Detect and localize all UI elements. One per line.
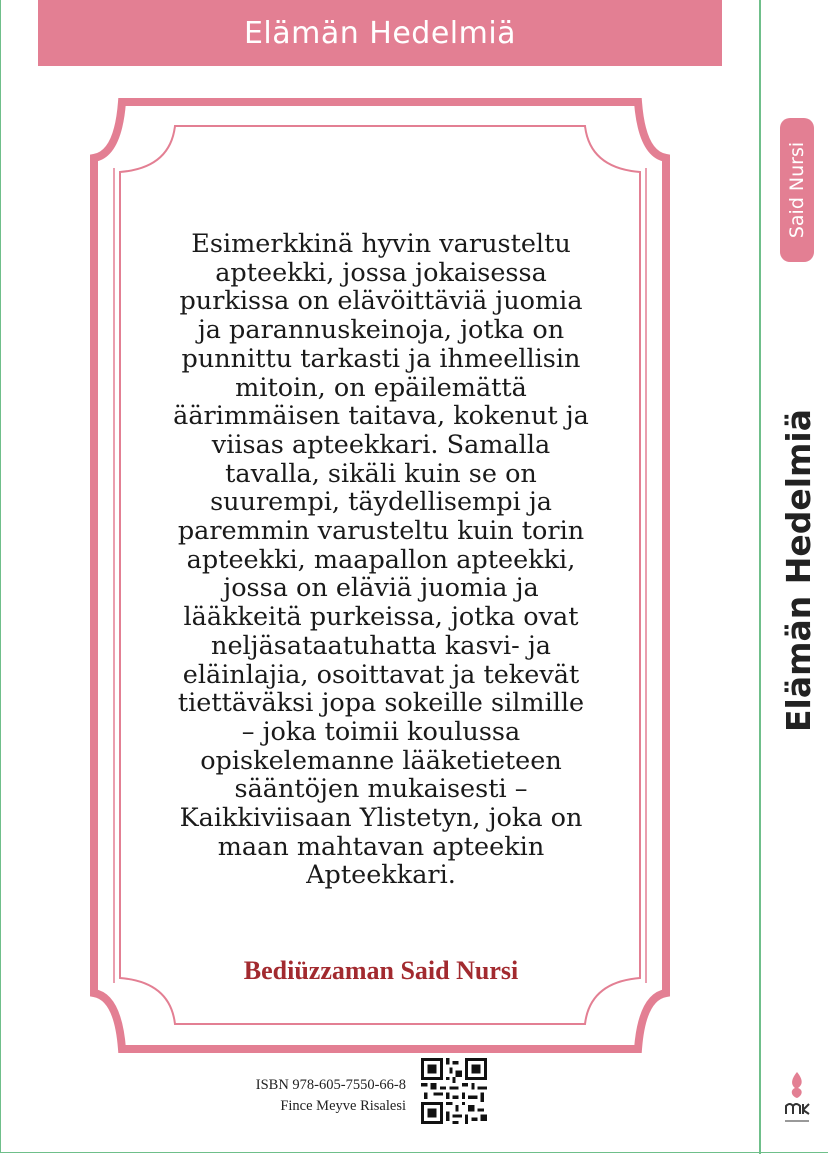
quote-line: tiettäväksi jopa sokeille silmille (177, 688, 585, 719)
quote-text (125, 230, 637, 890)
spine-divider (759, 0, 761, 1154)
quote-line: eläinlajia, osoittavat ja tekevät (182, 659, 580, 690)
quote-line: Esimerkkinä hyvin varusteltu (191, 229, 571, 259)
quote-line: suurempi, täydellisempi ja (210, 487, 552, 518)
quote-author: Bediüzzaman Said Nursi (243, 956, 519, 985)
spine-title-block (769, 380, 829, 760)
isbn-text: ISBN 978-605-7550-66-8 (255, 1077, 406, 1093)
quote-line: purkissa on elävöittäviä juomia (179, 286, 583, 317)
spine-author: Said Nursi (786, 141, 809, 239)
quote-line: punnittu tarkasti ja ihmeellisin (181, 343, 581, 374)
qr-code-icon (421, 1058, 487, 1124)
quote-line: äärimmäisen taitava, kokenut ja (173, 401, 589, 432)
series-text: Fince Meyve Risalesi (280, 1098, 406, 1114)
imprint-block (200, 1075, 406, 1117)
quote-line: Kaikkiviisaan Ylistetyn, joka on (179, 803, 583, 834)
quote-line: lääkkeitä purkeissa, jotka ovat (183, 602, 579, 633)
page-title: Elämän Hedelmiä (243, 15, 517, 51)
quote-line: ja parannuskeinoja, jotka on (197, 315, 565, 346)
quote-line: apteekki, jossa jokaisessa (215, 257, 547, 288)
publisher-logo-icon (780, 1070, 814, 1130)
quote-line: tavalla, sikäli kuin se on (225, 458, 537, 489)
spine-author-badge (780, 118, 814, 262)
spine-title: Elämän Hedelmiä (779, 408, 819, 732)
quote-line: maan mahtavan apteekin (217, 831, 545, 862)
quote-line: neljäsataatuhatta kasvi- ja (211, 630, 551, 661)
quote-line: Apteekkari. (306, 860, 456, 891)
quote-line: opiskelemanne lääketieteen (200, 745, 562, 776)
quote-line: jossa on eläviä juomia ja (223, 573, 539, 604)
quote-line: – joka toimii koulussa (241, 716, 521, 747)
quote-line: viisas apteekkari. Samalla (211, 429, 551, 460)
quote-line: paremmin varusteltu kuin torin (177, 516, 585, 547)
quote-line: mitoin, on epäilemättä (235, 372, 527, 403)
quote-line: sääntöjen mukaisesti – (234, 774, 528, 805)
header-band (38, 0, 722, 66)
quote-line: apteekki, maapallon apteekki, (186, 544, 576, 575)
